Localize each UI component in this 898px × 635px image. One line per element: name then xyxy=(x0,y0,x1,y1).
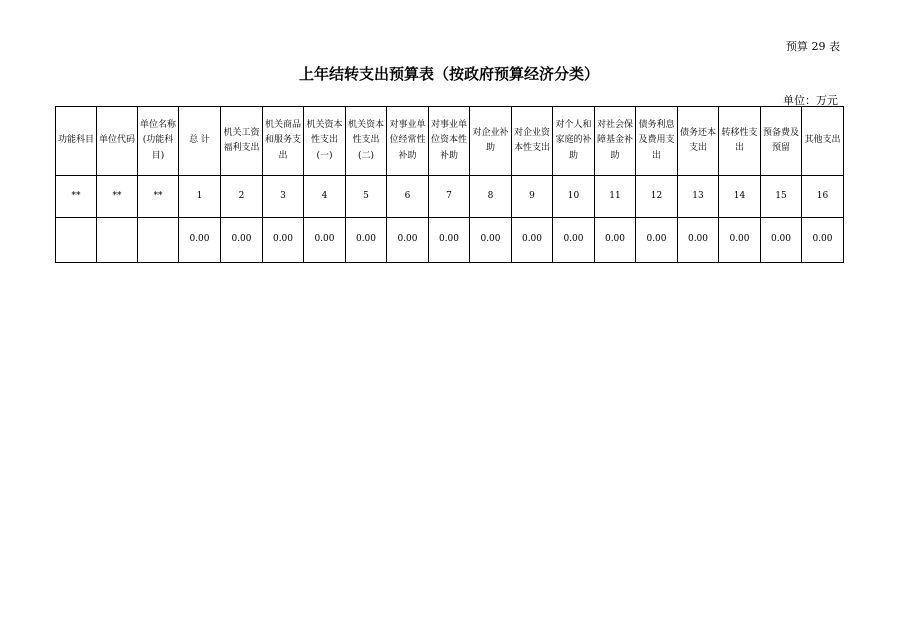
code-row xyxy=(56,176,844,218)
table-cell: 0.00 xyxy=(263,218,304,263)
table-number: 预算 29 表 xyxy=(786,40,840,53)
table-cell: 14 xyxy=(719,176,761,218)
column-header: 债务还本支出 xyxy=(678,107,719,176)
table-cell: 0.00 xyxy=(761,218,802,263)
column-header: 其他支出 xyxy=(802,107,844,176)
table-cell: 16 xyxy=(802,176,844,218)
column-header: 单位代码 xyxy=(97,107,138,176)
column-header: 单位名称(功能科目) xyxy=(138,107,179,176)
table-cell: 15 xyxy=(761,176,802,218)
column-header: 机关工资福利支出 xyxy=(221,107,263,176)
table-cell: 1 xyxy=(179,176,221,218)
table-cell: 0.00 xyxy=(304,218,346,263)
budget-table xyxy=(55,106,844,263)
column-header: 总 计 xyxy=(179,107,221,176)
column-header: 对个人和家庭的补助 xyxy=(553,107,595,176)
table-cell xyxy=(56,218,97,263)
table-cell: 7 xyxy=(429,176,470,218)
column-header: 功能科目 xyxy=(56,107,97,176)
column-header: 对企业补助 xyxy=(470,107,512,176)
column-header: 对事业单位资本性补助 xyxy=(429,107,470,176)
table-cell: ** xyxy=(56,176,97,218)
table-cell: 9 xyxy=(512,176,553,218)
column-header: 对事业单位经常性补助 xyxy=(387,107,429,176)
column-header: 机关资本性支出(一) xyxy=(304,107,346,176)
table-cell xyxy=(97,218,138,263)
table-cell: 13 xyxy=(678,176,719,218)
table-cell: 0.00 xyxy=(802,218,844,263)
table-cell: ** xyxy=(97,176,138,218)
table-cell: 0.00 xyxy=(387,218,429,263)
table-cell: 11 xyxy=(595,176,636,218)
column-header: 债务利息及费用支出 xyxy=(636,107,678,176)
table-cell: 10 xyxy=(553,176,595,218)
table-cell: 0.00 xyxy=(553,218,595,263)
table-cell: 12 xyxy=(636,176,678,218)
column-header: 转移性支出 xyxy=(719,107,761,176)
value-row xyxy=(56,218,844,263)
column-header: 机关商品和服务支出 xyxy=(263,107,304,176)
table-cell: 0.00 xyxy=(719,218,761,263)
column-header: 机关资本性支出(二) xyxy=(346,107,387,176)
table-cell: 0.00 xyxy=(429,218,470,263)
header-row xyxy=(56,107,844,176)
table-cell: ** xyxy=(138,176,179,218)
table-cell: 3 xyxy=(263,176,304,218)
table-cell: 0.00 xyxy=(678,218,719,263)
table-cell: 2 xyxy=(221,176,263,218)
column-header: 对企业资本性支出 xyxy=(512,107,553,176)
table-cell: 0.00 xyxy=(179,218,221,263)
table-cell: 0.00 xyxy=(221,218,263,263)
table-cell: 4 xyxy=(304,176,346,218)
table-cell: 0.00 xyxy=(595,218,636,263)
table-cell: 6 xyxy=(387,176,429,218)
table-cell: 0.00 xyxy=(470,218,512,263)
table-cell: 0.00 xyxy=(346,218,387,263)
table-cell: 0.00 xyxy=(512,218,553,263)
table-cell: 0.00 xyxy=(636,218,678,263)
page-title: 上年结转支出预算表（按政府预算经济分类） xyxy=(298,65,599,83)
table-cell xyxy=(138,218,179,263)
column-header: 对社会保障基金补助 xyxy=(595,107,636,176)
column-header: 预备费及预留 xyxy=(761,107,802,176)
unit-label: 单位：万元 xyxy=(783,94,838,107)
table-cell: 8 xyxy=(470,176,512,218)
table-cell: 5 xyxy=(346,176,387,218)
